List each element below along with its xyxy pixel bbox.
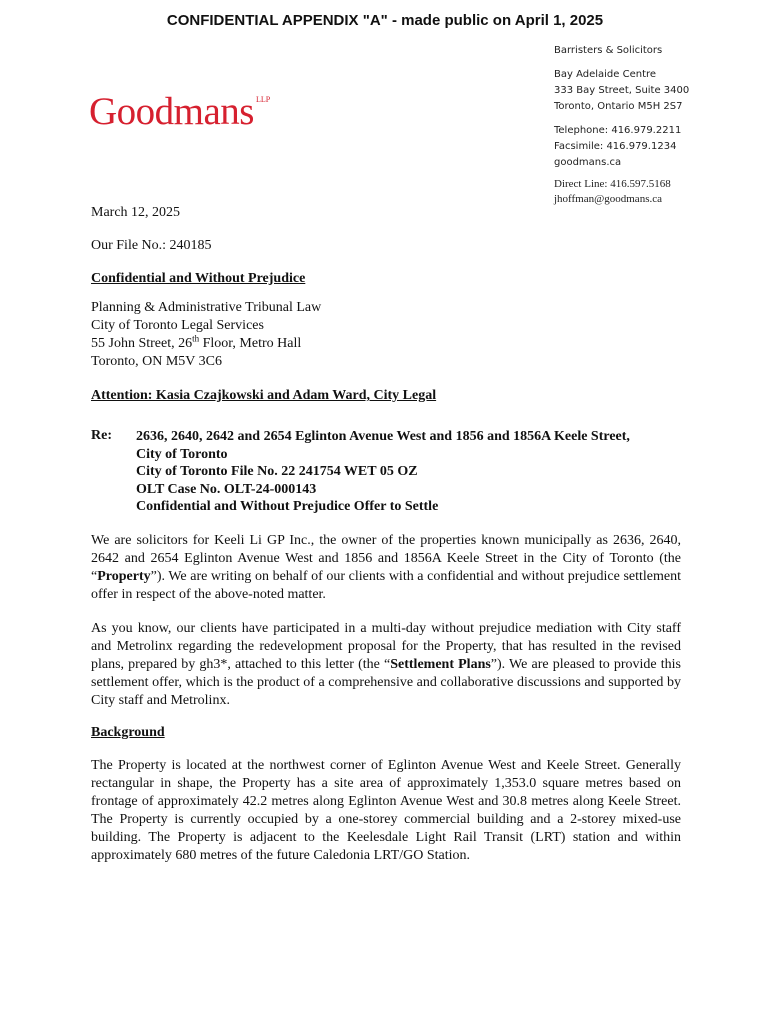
direct-line: Direct Line: 416.597.5168 xyxy=(554,178,671,190)
recipient-line: Planning & Administrative Tribunal Law xyxy=(91,300,322,315)
address-line: Bay Adelaide Centre xyxy=(554,69,657,80)
background-heading: Background xyxy=(91,725,165,740)
logo-wordmark: Goodmans xyxy=(89,90,254,133)
paragraph-mediation: As you know, our clients have participated in a multi-day without prejudice mediation with City staff and Metrolinx regarding the redevelopment proposal for the Property, that has resulted in the revised plans, prepared by gh3*, attached to this letter (the “Settlement Plans”). We are pleased to provide this settlement offer, which is the product of a comprehensive and collaborative discussions and supported by City staff and Metrolinx. xyxy=(91,621,681,708)
confidential-banner: CONFIDENTIAL APPENDIX "A" - made public on April 1, 2025 xyxy=(166,12,604,29)
firm-type: Barristers & Solicitors xyxy=(554,45,663,56)
goodmans-logo xyxy=(89,90,271,134)
logo-llp: LLP xyxy=(256,95,271,104)
website-link[interactable]: goodmans.ca xyxy=(554,157,622,168)
recipient-line: City of Toronto Legal Services xyxy=(91,318,264,333)
paragraph-intro: We are solicitors for Keeli Li GP Inc., the owner of the properties known municipally as 2636, 2640, 2642 and 2654 Eglinton Avenue West and 1856 and 1856A Keele Street in the City of Toronto (the “Property”). We are writing on behalf of our clients with a confidential and without prejudice settlement offer in respect of the above-noted matter. xyxy=(91,533,681,602)
re-label: Re: xyxy=(91,428,112,443)
re-line: City of Toronto File No. 22 241754 WET 05 OZ xyxy=(136,464,418,479)
confidential-heading: Confidential and Without Prejudice xyxy=(91,271,306,286)
firm-contact xyxy=(554,123,689,171)
firm-info xyxy=(554,43,689,179)
recipient-address xyxy=(91,299,681,371)
direct-contact xyxy=(554,177,671,207)
letter-date: March 12, 2025 xyxy=(91,205,181,220)
file-number: Our File No.: 240185 xyxy=(91,238,212,253)
re-line: Confidential and Without Prejudice Offer to Settle xyxy=(136,499,439,514)
facsimile: Facsimile: 416.979.1234 xyxy=(554,141,677,152)
telephone: Telephone: 416.979.2211 xyxy=(554,125,682,136)
re-line: City of Toronto xyxy=(136,446,228,462)
email-link[interactable]: jhoffman@goodmans.ca xyxy=(554,193,662,205)
re-line: 2636, 2640, 2642 and 2654 Eglinton Avenue West and 1856 and 1856A Keele Street, xyxy=(136,429,630,444)
address-line: 333 Bay Street, Suite 3400 xyxy=(554,85,690,96)
attention-line: Attention: Kasia Czajkowski and Adam Ward, City Legal xyxy=(91,388,437,403)
address-line: Toronto, Ontario M5H 2S7 xyxy=(554,101,683,112)
recipient-line: 55 John Street, 26th Floor, Metro Hall xyxy=(91,333,302,351)
firm-address xyxy=(554,67,689,115)
paragraph-background: The Property is located at the northwest corner of Eglinton Avenue West and Keele Street. Generally rectangular in shape, the Property has a site area of approximately 1,353.0 square metres based on frontage of approximately 42.2 metres along Eglinton Avenue West and 30.8 metres along Keele Street. The Property is currently occupied by a one-storey commercial building and a 2-storey mixed-use building. The Property is adjacent to the Keelesdale Light Rail Transit (LRT) station and within approximately 680 metres of the future Caledonia LRT/GO Station. xyxy=(91,758,681,863)
re-subject xyxy=(136,428,696,516)
re-line: OLT Case No. OLT-24-000143 xyxy=(136,481,317,497)
recipient-line: Toronto, ON M5V 3C6 xyxy=(91,354,222,369)
